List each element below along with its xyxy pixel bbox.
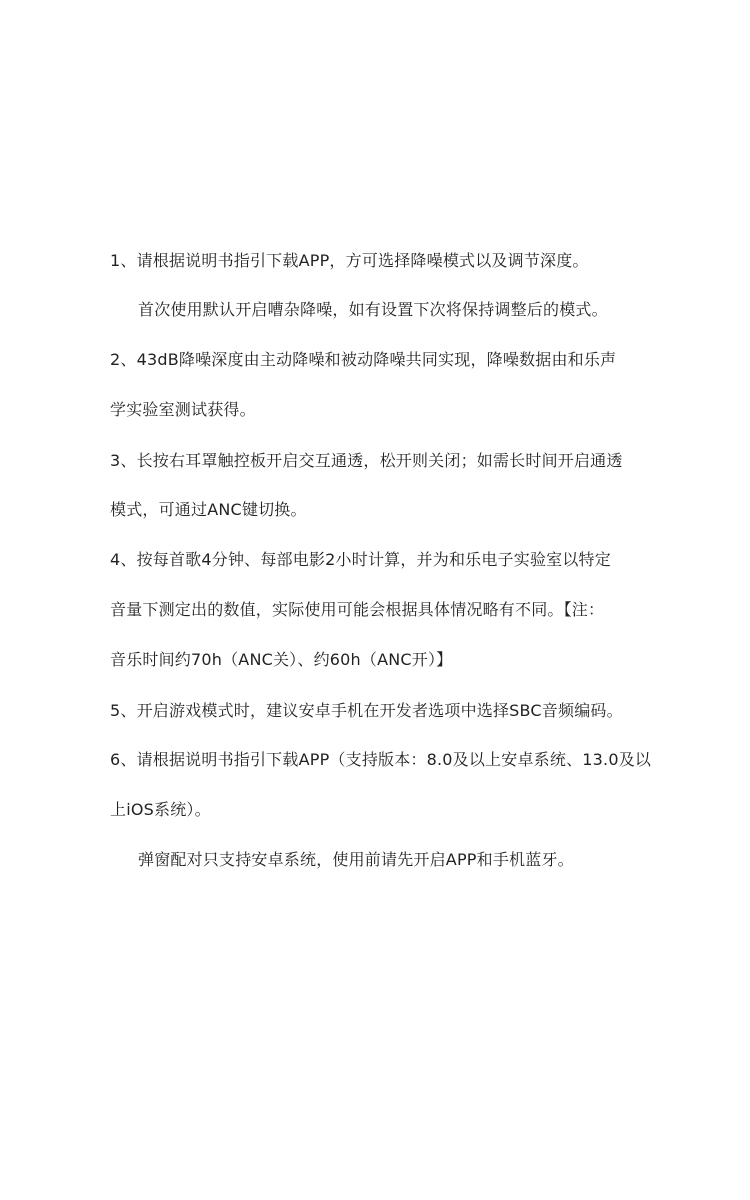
note-6-line-2: 上iOS系统）。	[110, 800, 211, 819]
note-3-line-1: 3、长按右耳罩触控板开启交互通透，松开则关闭；如需长时间开启通透	[110, 451, 623, 470]
note-1-line-2: 首次使用默认开启嘈杂降噪，如有设置下次将保持调整后的模式。	[138, 300, 608, 319]
note-2-line-1: 2、43dB降噪深度由主动降噪和被动降噪共同实现，降噪数据由和乐声	[110, 350, 617, 369]
note-1-line-1: 1、请根据说明书指引下载APP，方可选择降噪模式以及调节深度。	[110, 251, 589, 270]
note-2-line-2: 学实验室测试获得。	[110, 400, 256, 419]
note-3-line-2: 模式，可通过ANC键切换。	[110, 500, 307, 519]
note-6-line-1: 6、请根据说明书指引下载APP（支持版本：8.0及以上安卓系统、13.0及以	[110, 750, 652, 769]
note-5-line-1: 5、开启游戏模式时，建议安卓手机在开发者选项中选择SBC音频编码。	[110, 701, 623, 720]
note-6-line-3: 弹窗配对只支持安卓系统，使用前请先开启APP和手机蓝牙。	[138, 850, 574, 869]
note-4-line-1: 4、按每首歌4分钟、每部电影2小时计算，并为和乐电子实验室以特定	[110, 550, 611, 569]
note-4-line-3: 音乐时间约70h（ANC关）、约60h（ANC开）】	[110, 650, 453, 669]
note-4-line-2: 音量下测定出的数值，实际使用可能会根据具体情况略有不同。【注：	[110, 600, 605, 619]
